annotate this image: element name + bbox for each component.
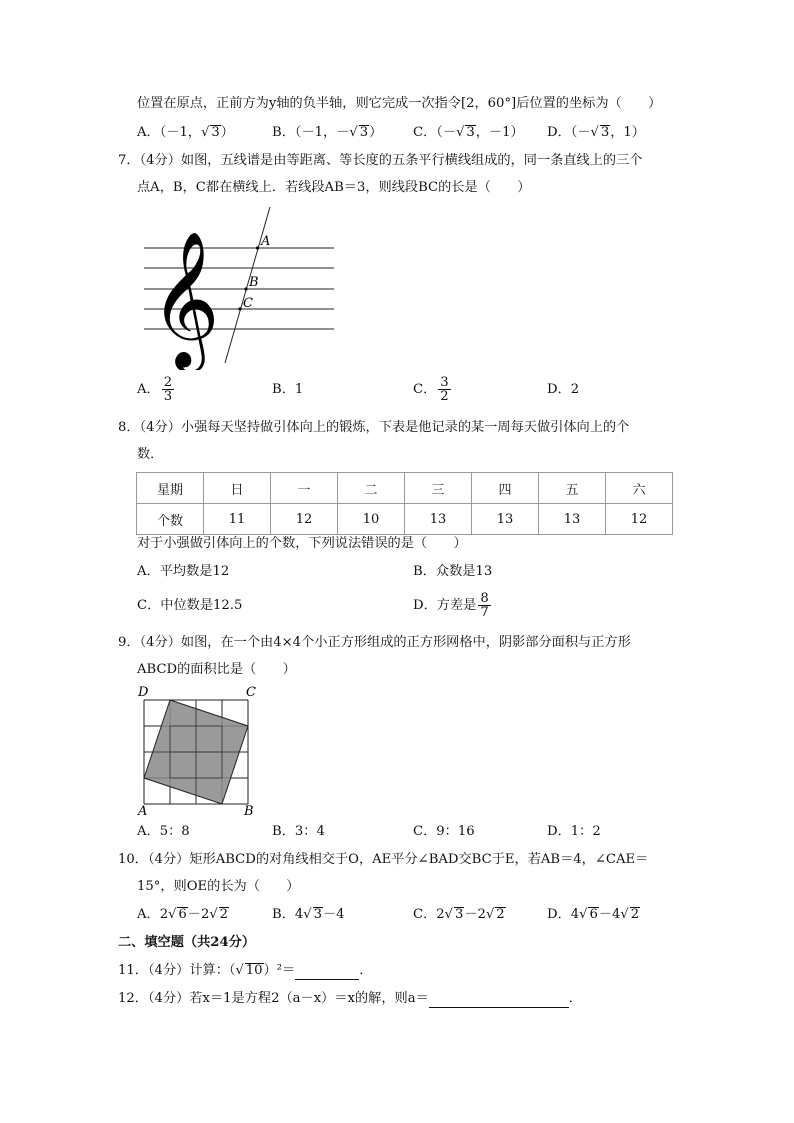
table-cell: 10 [338, 504, 405, 535]
q10-stem-line1: 10．（4分）矩形ABCD的对角线相交于O，AE平分∠BAD交BC于E，若AB＝4，∠CAE＝ [118, 852, 649, 867]
q9-stem-line2: ABCD的面积比是（ ） [137, 662, 296, 677]
q9-option-a: A．5：8 [137, 824, 190, 839]
q6-option-c: C．（－√ 3，－1） [413, 125, 524, 140]
treble-clef-icon: 𝄞 [150, 229, 220, 367]
table-cell: 二 [338, 473, 405, 504]
table-cell: 个数 [137, 504, 204, 535]
q7-option-c: C． $\frac{3}{2}$ [413, 375, 449, 404]
table-cell: 一 [271, 473, 338, 504]
label-b: B [249, 275, 259, 290]
q10-option-c: C．2√ 3－2√ 2 [413, 907, 505, 922]
q10-option-a: A．2√ 6－2√ 2 [137, 907, 229, 922]
table-cell: 13 [405, 504, 472, 535]
table-header-row [137, 473, 673, 504]
label-d: D [138, 685, 149, 700]
q12: 12．（4分）若x＝1是方程2（a－x）＝x的解，则a＝ ． [118, 991, 582, 1006]
q8-stem-line1: 8．（4分）小强每天坚持做引体向上的锻炼，下表是他记录的某一周每天做引体向上的个 [118, 420, 630, 435]
q9-option-d: D．1：2 [547, 824, 601, 839]
section-heading: 二、填空题（共24分） [118, 935, 256, 950]
q7-option-b: B．1 [272, 382, 304, 397]
q10-option-b: B．4√ 3－4 [272, 907, 345, 922]
table-cell: 四 [472, 473, 539, 504]
table-row [137, 504, 673, 535]
point-a [256, 246, 259, 249]
q7-option-a: A． $\frac{2}{3}$ [137, 375, 173, 404]
table-cell: 三 [405, 473, 472, 504]
table-cell: 13 [539, 504, 606, 535]
q10-option-d: D．4√ 6－4√ 2 [547, 907, 640, 922]
q8-option-a: A．平均数是12 [137, 564, 230, 579]
table-cell: 12 [606, 504, 673, 535]
table-cell: 11 [204, 504, 271, 535]
q8-option-b: B．众数是13 [413, 564, 493, 579]
q7-option-d: D．2 [547, 382, 580, 397]
q9-stem-line1: 9．（4分）如图，在一个由4×4个小正方形组成的正方形网格中，阴影部分面积与正方形 [118, 635, 631, 650]
label-c: C [243, 296, 253, 311]
q9-grid-figure [134, 682, 264, 818]
q7-stem-line2: 点A，B，C都在横线上．若线段AB＝3，则线段BC的长是（ ） [137, 180, 531, 195]
point-b [244, 287, 247, 290]
q6-option-b: B．（－1，－√ 3） [272, 125, 383, 140]
answer-blank[interactable] [295, 965, 359, 980]
q6-option-a: A．（－1，√ 3） [137, 125, 234, 140]
q10-stem-line2: 15°，则OE的长为（ ） [137, 879, 300, 894]
point-c [238, 307, 241, 310]
q8-option-c: C．中位数是12.5 [137, 598, 243, 613]
q8-stem-line2: 数． [137, 447, 164, 462]
q9-option-b: B．3：4 [272, 824, 325, 839]
q8-question: 对于小强做引体向上的个数，下列说法错误的是（ ） [137, 536, 467, 551]
table-cell: 13 [472, 504, 539, 535]
label-a: A [261, 234, 271, 249]
q6-continuation: 位置在原点，正前方为y轴的负半轴，则它完成一次指令[2，60°]后位置的坐标为（ ） [137, 96, 662, 111]
label-c: C [246, 685, 256, 700]
table-cell: 12 [271, 504, 338, 535]
table-cell: 五 [539, 473, 606, 504]
table-cell: 星期 [137, 473, 204, 504]
q9-option-c: C．9：16 [413, 824, 475, 839]
table-cell: 日 [204, 473, 271, 504]
label-a: A [138, 804, 148, 818]
q6-option-d: D．（－√ 3，1） [547, 125, 645, 140]
table-cell: 六 [606, 473, 673, 504]
q7-staff-figure [140, 205, 340, 370]
q8-option-d: D．方差是 $\frac{8}{7}$ [413, 591, 489, 620]
q7-stem-line1: 7．（4分）如图，五线谱是由等距离、等长度的五条平行横线组成的，同一条直线上的三个 [118, 153, 643, 168]
q11: 11．（4分）计算：（√ 10）²＝ ． [118, 963, 373, 978]
oblique-line [225, 207, 270, 363]
q8-weekly-table [136, 472, 673, 535]
label-b: B [244, 804, 254, 818]
answer-blank[interactable] [429, 993, 569, 1008]
